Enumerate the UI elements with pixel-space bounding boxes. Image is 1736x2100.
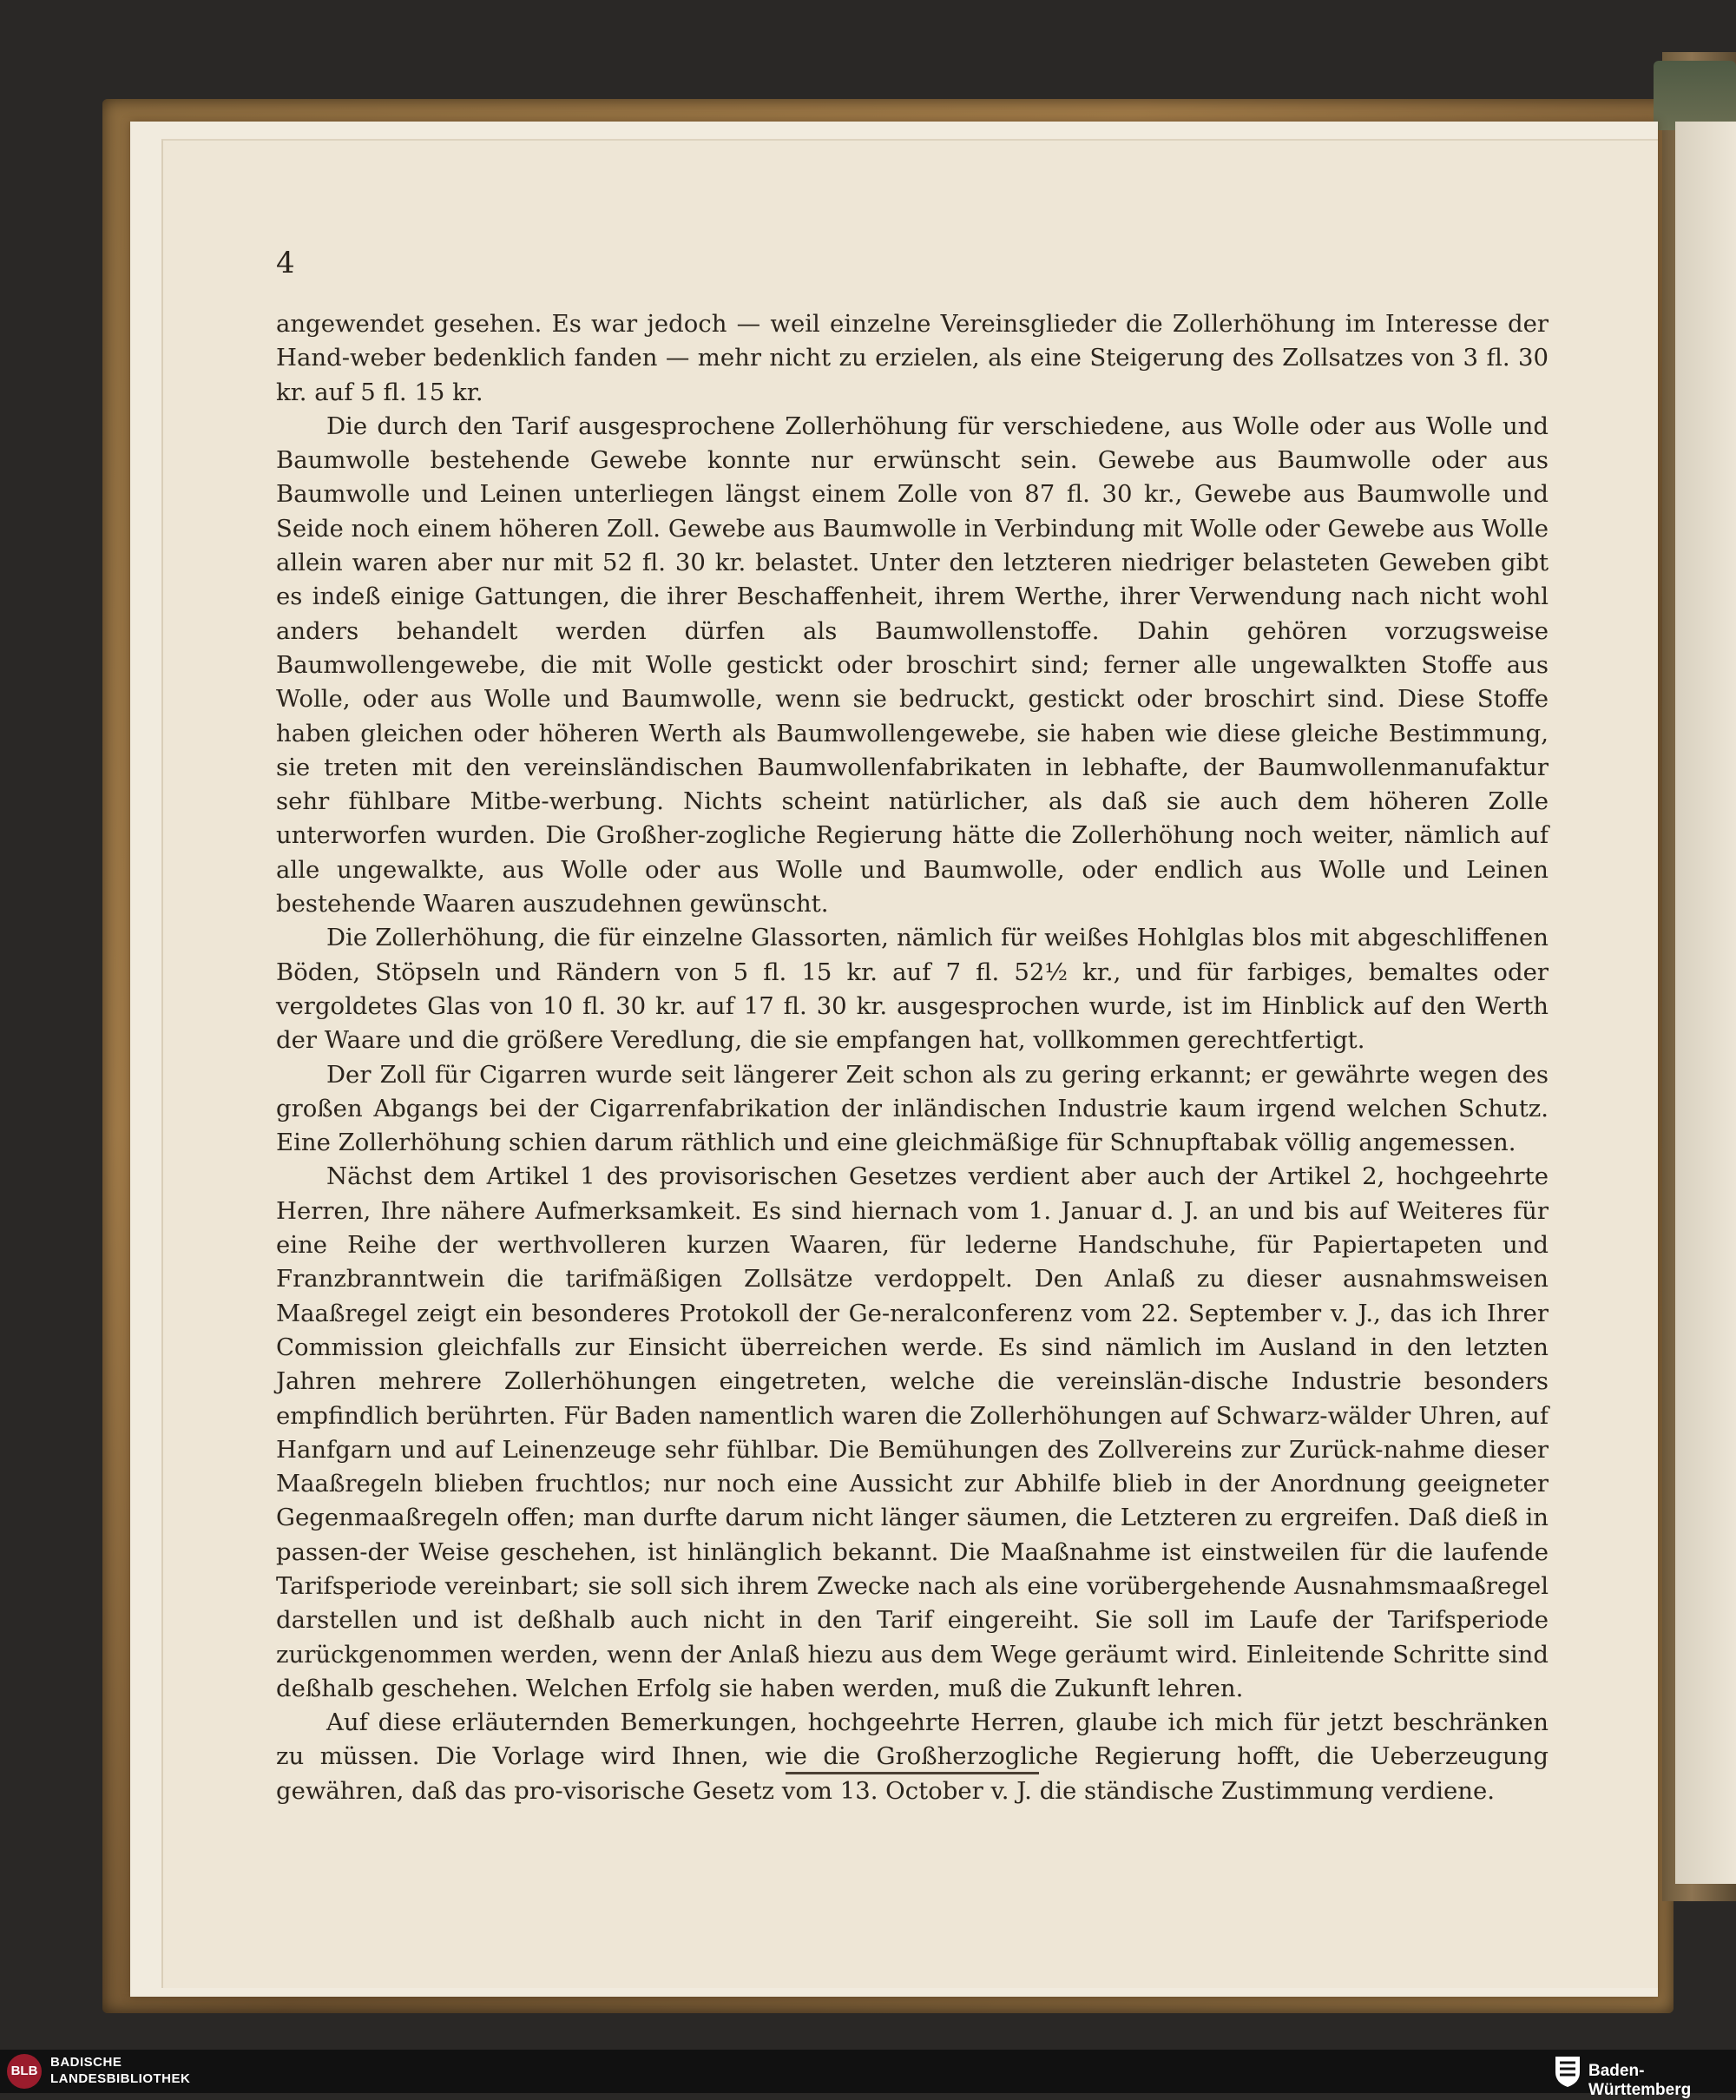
state-crest-icon <box>1554 2055 1581 2088</box>
paragraph-4: Der Zoll für Cigarren wurde seit längerer Zeit schon als zu gering erkannt; er gewährte wegen des großen Abgangs bei der Cigarrenfabrikation der inländischen Industrie kaum irgend welchen Schutz. Eine Zollerhöhung schien darum räthlich und eine gleichmäßige für Schnupftabak völlig angemessen. <box>276 1060 1549 1157</box>
library-name[interactable] <box>50 2054 190 2087</box>
paragraph-5: Nächst dem Artikel 1 des provisorischen Gesetzes verdient aber auch der Artikel 2, hochgeehrte Herren, Ihre nähere Aufmerksamkeit. Es sind hiernach vom 1. Januar d. J. an und bis auf Weiteres für eine Reihe der werthvolleren kurzen Waaren, für lederne Handschuhe, für Papiertapeten und Franzbranntwein die tarifmäßigen Zollsätze verdoppelt. Den Anlaß zu dieser ausnahmsweisen Maaßregel zeigt ein besonderes Protokoll der Ge-neralconferenz vom 22. September v. J., das ich Ihrer Commission gleichfalls zur Einsicht überreichen werde. Es sind nämlich im Ausland in den letzten Jahren mehrere Zollerhöhungen eingetreten, welche die vereinslän-dische Industrie besonders empfindlich berührten. Für Baden namentlich waren die Zollerhöhungen auf Schwarz-wälder Uhren, auf Hanfgarn und auf Leinenzeuge sehr fühlbar. Die Bemühungen des Zollvereins zur Zurück-nahme dieser Maaßregeln blieben fruchtlos; nur noch eine Aussicht zur Abhilfe blieb in der Anordnung geeigneter Gegenmaaßregeln offen; man durfte darum nicht länger säumen, die Letzteren zu ergreifen. Daß dieß in passen-der Weise geschehen, ist hinlänglich bekannt. Die Maaßnahme ist einstweilen für die laufende Tarifsperiode vereinbart; sie soll sich ihrem Zwecke nach als eine vorübergehende Ausnahmsmaaßregel darstellen und ist deßhalb auch nicht in den Tarif eingereiht. Sie soll im Laufe der Tarifsperiode zurückgenommen werden, wenn der Anlaß hiezu aus dem Wege geräumt wird. Einleitende Schritte sind deßhalb geschehen. Welchen Erfolg sie haben werden, muß die Zukunft lehren. <box>276 1162 1549 1702</box>
library-name-line2: LANDESBIBLIOTHEK <box>50 2071 191 2086</box>
page-body <box>276 307 1549 1808</box>
paragraph-1: angewendet gesehen. Es war jedoch — weil einzelne Vereinsglieder die Zollerhöhung im Interesse der Hand-weber bedenklich fanden — mehr nicht zu erzielen, als eine Steigerung des Zollsatzes von 3 fl. 30 kr. auf 5 fl. 15 kr. <box>276 310 1549 406</box>
footer-bar <box>0 2050 1736 2093</box>
page-number: 4 <box>276 246 295 280</box>
paragraph-3: Die Zollerhöhung, die für einzelne Glassorten, nämlich für weißes Hohlglas blos mit abgeschliffenen Böden, Stöpseln und Rändern von 5 fl. 15 kr. auf 7 fl. 52½ kr., und für farbiges, bemaltes oder vergoldetes Glas von 10 fl. 30 kr. auf 17 fl. 30 kr. ausgesprochen wurde, ist im Hinblick auf den Werth der Waare und die größere Veredlung, die sie empfangen hat, vollkommen gerechtfertigt. <box>276 924 1549 1055</box>
library-name-line1: BADISCHE <box>50 2055 122 2070</box>
adjacent-page-edge <box>1675 122 1736 1884</box>
paragraph-2: Die durch den Tarif ausgesprochene Zollerhöhung für verschiedene, aus Wolle oder aus Wolle und Baumwolle bestehende Gewebe konnte nur erwünscht sein. Gewebe aus Baumwolle oder aus Baumwolle und Leinen unterliegen längst einem Zolle von 87 fl. 30 kr., Gewebe aus Baumwolle und Seide noch einem höheren Zoll. Gewebe aus Baumwolle in Verbindung mit Wolle oder Gewebe aus Wolle allein waren aber nur mit 52 fl. 30 kr. belastet. Unter den letzteren niedriger belasteten Geweben gibt es indeß einige Gattungen, die ihrer Beschaffenheit, ihrem Werthe, ihrer Verwendung nach nicht wohl anders behandelt werden dürfen als Baumwollenstoffe. Dahin gehören vorzugsweise Baumwollengewebe, die mit Wolle gestickt oder broschirt sind; ferner alle ungewalkten Stoffe aus Wolle, oder aus Wolle und Baumwolle, wenn sie bedruckt, gestickt oder broschirt sind. Diese Stoffe haben gleichen oder höheren Werth als Baumwollengewebe, sie haben wie diese gleiche Bestimmung, sie treten mit den vereinsländischen Baumwollenfabrikaten in lebhafte, der Baumwollenmanufaktur sehr fühlbare Mitbe-werbung. Nichts scheint natürlicher, als daß sie auch dem höheren Zolle unterworfen wurden. Die Großher-zogliche Regierung hätte die Zollerhöhung noch weiter, nämlich auf alle ungewalkte, aus Wolle oder aus Wolle und Baumwolle, oder endlich aus Wolle und Leinen bestehende Waaren auszudehnen gewünscht. <box>276 411 1549 918</box>
book-cover-corner <box>1654 61 1736 130</box>
state-name[interactable]: Baden-Württemberg <box>1588 2062 1692 2099</box>
blb-logo-icon[interactable]: BLB <box>7 2054 42 2089</box>
closing-rule <box>786 1772 1039 1774</box>
paragraph-6: Auf diese erläuternden Bemerkungen, hochgeehrte Herren, glaube ich mich für jetzt beschränken zu müssen. Die Vorlage wird Ihnen, wie die Großherzogliche Regierung hofft, die Ueberzeugung gewähren, daß das pro-visorische Gesetz vom 13. October v. J. die ständische Zustimmung verdiene. <box>276 1708 1549 1805</box>
